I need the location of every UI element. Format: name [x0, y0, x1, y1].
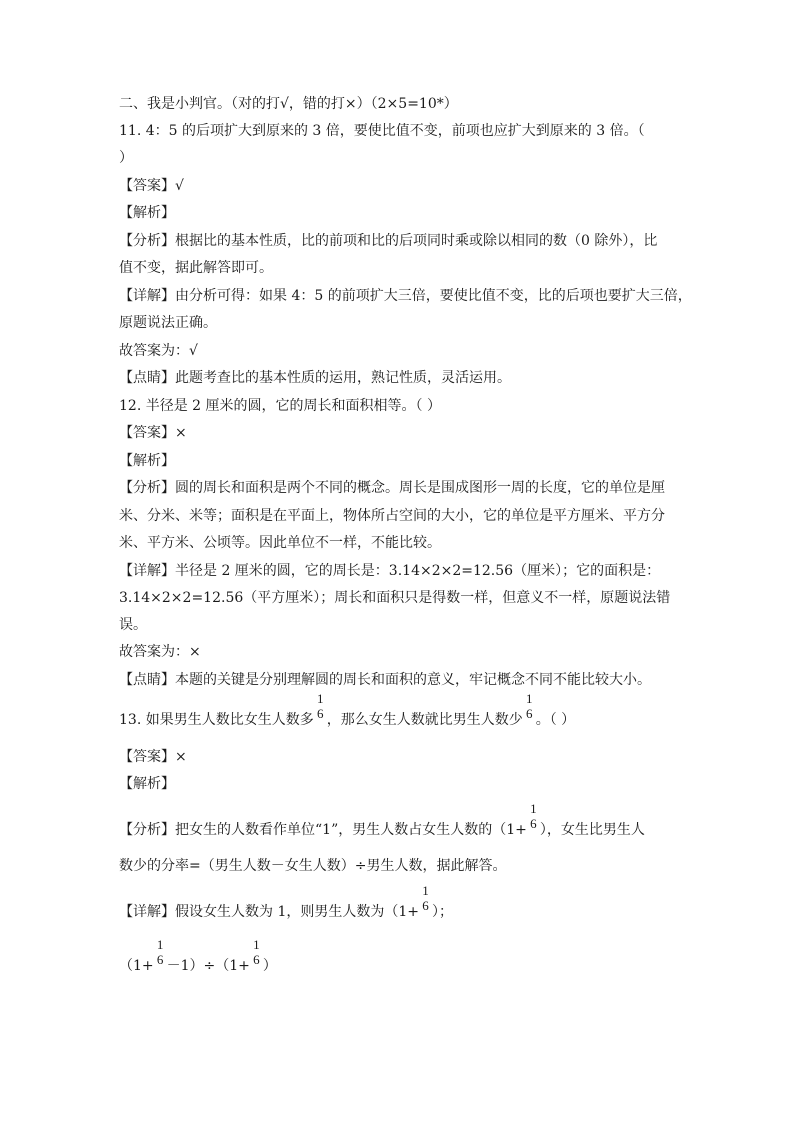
fraction-denominator: 6	[422, 897, 429, 913]
q11-conclusion: 故答案为：√	[119, 343, 198, 359]
q11-statement-cont: ）	[119, 150, 133, 166]
fraction-denominator: 6	[530, 815, 537, 831]
q12-answer: 【答案】×	[119, 425, 187, 441]
q13-formula	[119, 936, 277, 986]
fraction-one-sixth	[316, 692, 325, 721]
q13-analysis-cont: 数少的分率=（男生人数－女生人数）÷男生人数，据此解答。	[119, 858, 507, 874]
fraction-one-sixth	[525, 692, 534, 721]
q12-analysis-cont: 米、分米、米等；面积是在平面上，物体所占空间的大小，它的单位是平方厘米、平方分	[119, 508, 665, 524]
q11-jiexi: 【解析】	[119, 205, 175, 221]
q12-analysis-cont2: 米、平方米、公顷等。因此单位不一样，不能比较。	[119, 535, 441, 551]
q11-detail: 【详解】由分析可得：如果 4：5 的前项扩大三倍，要使比值不变，比的后项也要扩大三倍，	[119, 288, 692, 304]
q12-detail-cont2: 误。	[119, 617, 147, 633]
fraction-denominator: 6	[253, 951, 260, 967]
fraction-denominator: 6	[525, 705, 533, 721]
q13-statement-part2: ，那么女生人数就比男生人数少	[326, 712, 523, 728]
q12-detail-cont: 3.14×2×2=12.56（平方厘米）；周长和面积只是得数一样，但意义不一样，原题说法错	[119, 590, 671, 606]
q13-statement-part1: 13. 如果男生人数比女生人数多	[119, 712, 314, 728]
fraction-numerator: 1	[530, 800, 537, 816]
fraction-numerator: 1	[156, 936, 164, 952]
q13-answer: 【答案】×	[119, 749, 187, 765]
fraction-one-sixth	[421, 884, 430, 913]
q13-detail-part1: 【详解】假设女生人数为 1，则男生人数为（1+	[119, 904, 419, 920]
q12-analysis: 【分析】圆的周长和面积是两个不同的概念。周长是围成图形一周的长度，它的单位是厘	[119, 480, 665, 496]
q13-detail-part2: ）；	[432, 904, 453, 920]
fraction-one-sixth	[156, 938, 165, 967]
section-title: 二、我是小判官。（对的打√，错的打×）（2×5=10*）	[119, 96, 458, 112]
formula-part3: ）	[262, 958, 277, 974]
q13-statement-part3: 。（ ）	[535, 712, 576, 728]
q13-jiexi: 【解析】	[119, 776, 175, 792]
q12-conclusion: 故答案为：×	[119, 644, 201, 660]
q13-analysis	[119, 800, 645, 850]
q11-detail-cont: 原题说法正确。	[119, 315, 217, 331]
q11-analysis-cont: 值不变，据此解答即可。	[119, 260, 273, 276]
q13-analysis-part1: 【分析】把女生的人数看作单位“1”，男生人数占女生人数的（1+	[119, 822, 527, 838]
formula-part2: －1）÷（1+	[166, 958, 250, 974]
fraction-numerator: 1	[253, 936, 260, 952]
q12-jiexi: 【解析】	[119, 453, 175, 469]
q11-answer: 【答案】√	[119, 178, 184, 194]
q12-detail: 【详解】半径是 2 厘米的圆，它的周长是：3.14×2×2=12.56（厘米）；它的面积是：	[119, 563, 661, 579]
fraction-numerator: 1	[525, 690, 533, 706]
fraction-numerator: 1	[422, 882, 429, 898]
q11-analysis: 【分析】根据比的基本性质，比的前项和比的后项同时乘或除以相同的数（0 除外），比	[119, 233, 658, 249]
q13-detail	[119, 882, 453, 932]
q13-statement	[119, 690, 576, 740]
q11-comment: 【点睛】此题考查比的基本性质的运用，熟记性质，灵活运用。	[119, 370, 511, 386]
fraction-numerator: 1	[316, 690, 324, 706]
formula-part1: （1+	[119, 958, 154, 974]
fraction-denominator: 6	[156, 951, 164, 967]
q12-comment: 【点睛】本题的关键是分别理解圆的周长和面积的意义，牢记概念不同不能比较大小。	[119, 672, 651, 688]
fraction-one-sixth	[529, 802, 538, 831]
fraction-one-sixth	[252, 938, 261, 967]
q12-statement: 12. 半径是 2 厘米的圆，它的周长和面积相等。（ ）	[119, 398, 441, 414]
q11-statement: 11. 4：5 的后项扩大到原来的 3 倍，要使比值不变，前项也应扩大到原来的 3 倍。（	[119, 123, 645, 139]
fraction-denominator: 6	[316, 705, 324, 721]
q13-analysis-part2: ），女生比男生人	[539, 822, 645, 838]
